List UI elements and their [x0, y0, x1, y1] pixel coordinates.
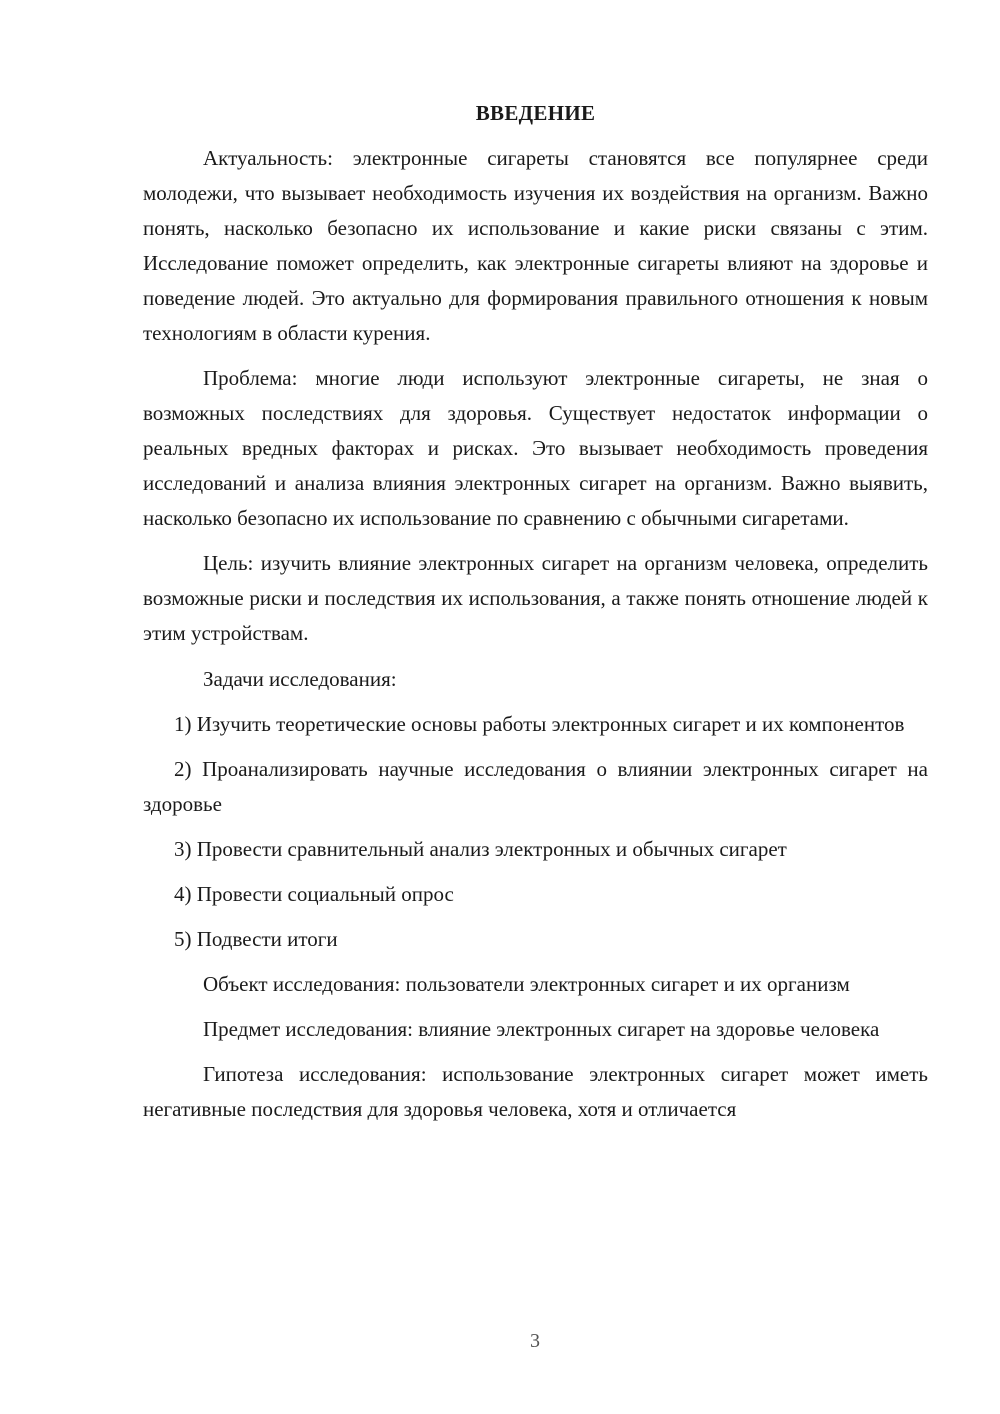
paragraph-problem: Проблема: многие люди используют электронные сигареты, не зная о возможных последствиях для здоровья. Существует недостаток информации о реальных вредных факторах и рисках. Это вызывает необходимость проведения исследований и анализа влияния электронных сигарет на организм. Важно выявить, насколько безопасно их использование по сравнению с обычными сигаретами.	[143, 366, 928, 530]
task-item-3: 3) Провести сравнительный анализ электронных и обычных сигарет	[174, 837, 787, 861]
paragraph-hypothesis: Гипотеза исследования: использование электронных сигарет может иметь негативные последствия для здоровья человека, хотя и отличается	[143, 1062, 928, 1121]
page-number: 3	[530, 1330, 540, 1352]
task-item-2: 2) Проанализировать научные исследования о влиянии электронных сигарет на здоровье	[143, 757, 928, 816]
paragraph-object: Объект исследования: пользователи электронных сигарет и их организм	[203, 972, 850, 996]
page-title: ВВЕДЕНИЕ	[475, 101, 596, 125]
paragraph-relevance: Актуальность: электронные сигареты становятся все популярнее среди молодежи, что вызывает необходимость изучения их воздействия на организм. Важно понять, насколько безопасно их использование и какие риски связаны с этим. Исследование поможет определить, как электронные сигареты влияют на здоровье и поведение людей. Это актуально для формирования правильного отношения к новым технологиям в области курения.	[143, 146, 928, 345]
task-item-4: 4) Провести социальный опрос	[174, 882, 454, 906]
page-content	[143, 96, 928, 1127]
paragraph-subject: Предмет исследования: влияние электронных сигарет на здоровье человека	[203, 1017, 880, 1041]
task-item-5: 5) Подвести итоги	[174, 927, 338, 951]
paragraph-goal: Цель: изучить влияние электронных сигарет на организм человека, определить возможные риски и последствия их использования, а также понять отношение людей к этим устройствам.	[143, 551, 928, 645]
tasks-heading: Задачи исследования:	[203, 667, 397, 691]
task-item-1: 1) Изучить теоретические основы работы электронных сигарет и их компонентов	[174, 712, 905, 736]
